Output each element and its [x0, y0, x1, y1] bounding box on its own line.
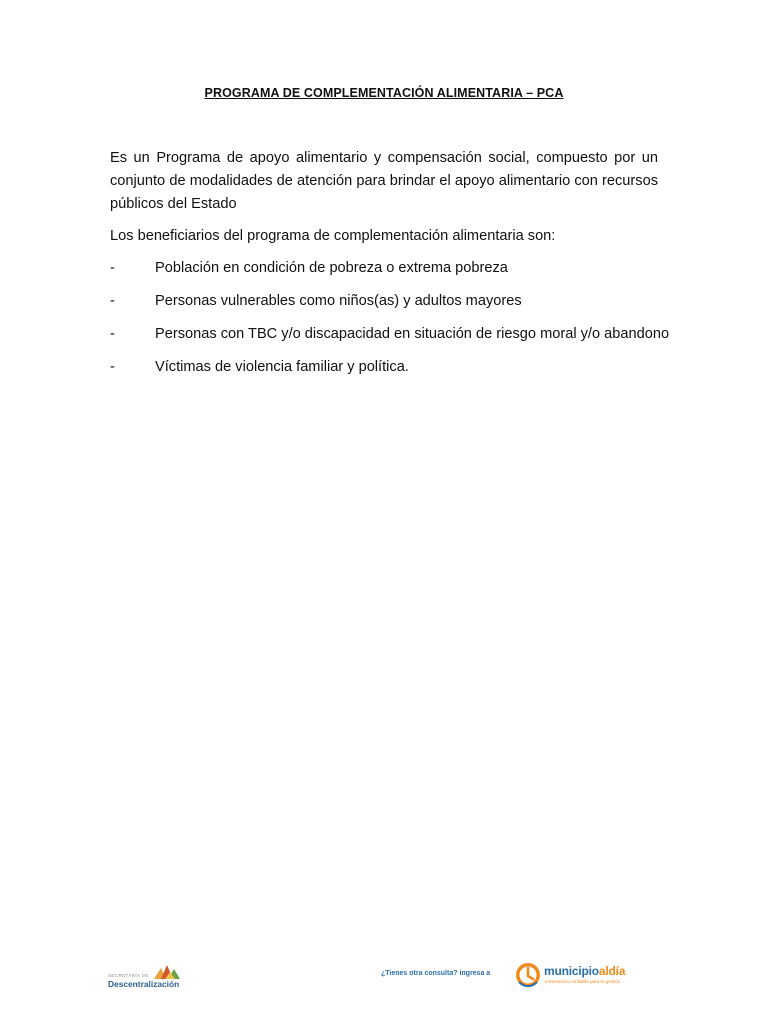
intro-paragraph: Es un Programa de apoyo alimentario y compensación social, compuesto por un conjunto de modalidades de atención para brindar el apoyo alimentario con recursos públicos del Estado — [110, 150, 658, 212]
list-item-text: Personas vulnerables como niños(as) y adultos mayores — [155, 293, 522, 309]
list-dash: - — [110, 359, 115, 375]
consulta-text: ¿Tienes otra consulta? ingresa a — [381, 970, 491, 977]
logo-caption: SECRETARÍA DE — [108, 973, 149, 978]
municipio-circle-logo-icon — [515, 962, 541, 988]
list-item — [110, 291, 670, 324]
brand-tagline: Información confiable para tu gestión — [545, 979, 621, 984]
list-dash: - — [110, 260, 115, 276]
list-item — [110, 258, 670, 291]
list-item-text: Población en condición de pobreza o extrema pobreza — [155, 260, 508, 276]
municipio-al-dia-logo[interactable] — [515, 962, 635, 990]
list-item-text: Personas con TBC y/o discapacidad en situación de riesgo moral y/o abandono — [155, 326, 670, 342]
logo-name: Descentralización — [108, 979, 180, 989]
beneficiaries-list — [110, 258, 670, 390]
beneficiaries-lead: Los beneficiarios del programa de complementación alimentaria son: — [110, 228, 556, 244]
brand-part-2: aldía — [598, 964, 626, 978]
document-title: PROGRAMA DE COMPLEMENTACIÓN ALIMENTARIA – PCA — [204, 86, 564, 100]
brand-name — [544, 964, 625, 978]
list-dash: - — [110, 293, 115, 309]
list-item — [110, 357, 670, 390]
list-dash: - — [110, 326, 115, 342]
list-item — [110, 324, 670, 357]
descentralizacion-logo — [108, 962, 188, 992]
mountain-peaks-logo-icon — [154, 963, 180, 979]
brand-part-1: municipio — [544, 964, 599, 978]
list-item-text: Víctimas de violencia familiar y política. — [155, 359, 409, 375]
